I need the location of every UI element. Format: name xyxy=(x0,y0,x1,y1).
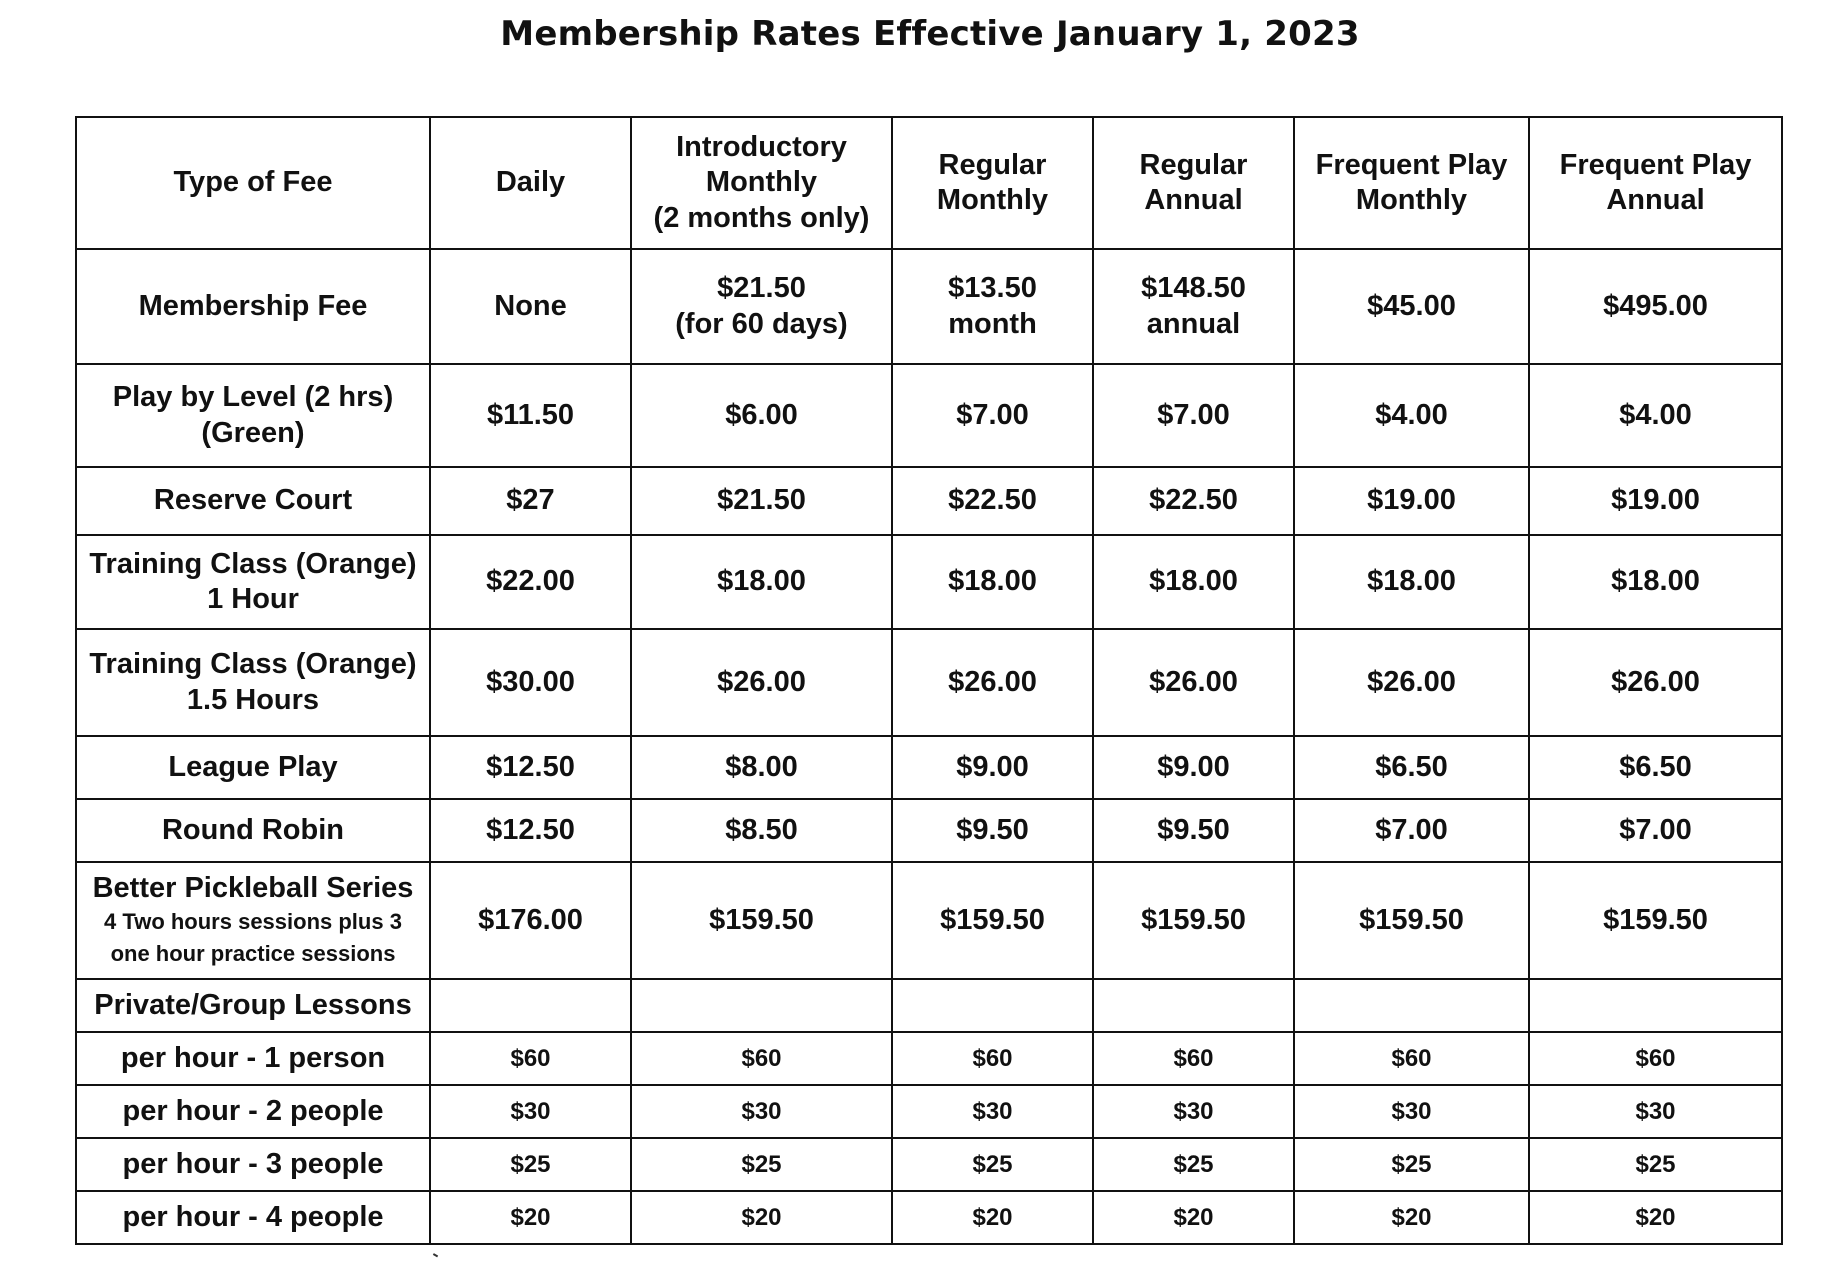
price-cell: $26.00 xyxy=(1093,629,1294,736)
table-row xyxy=(76,799,1782,862)
price-cell: $25 xyxy=(631,1138,892,1191)
price-cell: $6.00 xyxy=(631,364,892,467)
price-cell: $25 xyxy=(1093,1138,1294,1191)
lesson-label: per hour - 1 person xyxy=(76,1032,430,1085)
price-cell: $26.00 xyxy=(1294,629,1529,736)
rates-table xyxy=(75,116,1783,1245)
price-cell: $30 xyxy=(430,1085,631,1138)
table-row xyxy=(76,1138,1782,1191)
table-row xyxy=(76,862,1782,979)
price-cell: $26.00 xyxy=(892,629,1093,736)
price-cell: $30.00 xyxy=(430,629,631,736)
table-row xyxy=(76,1191,1782,1244)
price-cell: $26.00 xyxy=(631,629,892,736)
price-cell: $22.50 xyxy=(892,467,1093,535)
price-cell: $7.00 xyxy=(1529,799,1782,862)
price-cell xyxy=(892,249,1093,364)
price-cell: $9.00 xyxy=(892,736,1093,799)
price-cell xyxy=(1093,249,1294,364)
price-cell: $19.00 xyxy=(1529,467,1782,535)
fee-type-label xyxy=(76,629,430,736)
header-line: Frequent Play xyxy=(1559,148,1752,181)
empty-cell xyxy=(430,979,631,1032)
row-label-line: Play by Level (2 hrs) xyxy=(112,381,394,414)
price-cell: $7.00 xyxy=(892,364,1093,467)
price-cell: $30 xyxy=(1529,1085,1782,1138)
fee-type-label: Reserve Court xyxy=(76,467,430,535)
empty-cell xyxy=(892,979,1093,1032)
price-cell: $18.00 xyxy=(892,535,1093,629)
header-line: Daily xyxy=(495,166,566,199)
price-cell: $27 xyxy=(430,467,631,535)
price-cell: $30 xyxy=(892,1085,1093,1138)
price-line: (for 60 days) xyxy=(675,307,848,340)
price-cell: $159.50 xyxy=(1529,862,1782,979)
table-row xyxy=(76,1032,1782,1085)
row-label-line: Training Class (Orange) xyxy=(89,547,417,580)
price-cell: $60 xyxy=(1294,1032,1529,1085)
price-line: $13.50 xyxy=(948,272,1037,305)
price-cell: $159.50 xyxy=(892,862,1093,979)
lesson-label: per hour - 3 people xyxy=(76,1138,430,1191)
lessons-heading: Private/Group Lessons xyxy=(76,979,430,1032)
header-row xyxy=(76,117,1782,249)
table-row xyxy=(76,736,1782,799)
lessons-heading-row xyxy=(76,979,1782,1032)
price-line: month xyxy=(948,307,1037,340)
price-line: annual xyxy=(1146,307,1241,340)
lesson-label: per hour - 4 people xyxy=(76,1191,430,1244)
empty-cell xyxy=(1529,979,1782,1032)
price-cell: $20 xyxy=(430,1191,631,1244)
fee-type-label xyxy=(76,862,430,979)
header-frequent-play-monthly xyxy=(1294,117,1529,249)
price-cell: $12.50 xyxy=(430,799,631,862)
price-cell: $9.50 xyxy=(1093,799,1294,862)
header-line: Regular xyxy=(938,148,1047,181)
price-cell: $9.50 xyxy=(892,799,1093,862)
price-line: $21.50 xyxy=(717,272,806,305)
price-cell: $60 xyxy=(892,1032,1093,1085)
table-row xyxy=(76,467,1782,535)
header-line: Regular xyxy=(1139,148,1248,181)
price-cell: $7.00 xyxy=(1294,799,1529,862)
price-line: $495.00 xyxy=(1603,289,1708,322)
price-cell: $176.00 xyxy=(430,862,631,979)
price-cell xyxy=(430,249,631,364)
row-label-line: 1 Hour xyxy=(207,583,299,615)
price-cell: $159.50 xyxy=(1093,862,1294,979)
price-line: $45.00 xyxy=(1367,289,1456,322)
price-cell: $26.00 xyxy=(1529,629,1782,736)
price-cell xyxy=(1529,249,1782,364)
price-cell xyxy=(631,249,892,364)
header-line: Monthly xyxy=(936,184,1049,216)
price-cell: $21.50 xyxy=(631,467,892,535)
table-row xyxy=(76,249,1782,364)
price-cell: $25 xyxy=(892,1138,1093,1191)
price-cell: $8.50 xyxy=(631,799,892,862)
price-cell: $4.00 xyxy=(1529,364,1782,467)
price-cell: $30 xyxy=(1294,1085,1529,1138)
stray-mark xyxy=(431,1253,438,1261)
header-frequent-play-annual xyxy=(1529,117,1782,249)
table-row xyxy=(76,1085,1782,1138)
price-cell: $25 xyxy=(430,1138,631,1191)
empty-cell xyxy=(1294,979,1529,1032)
header-line: Monthly xyxy=(1355,184,1468,216)
fee-type-label: League Play xyxy=(76,736,430,799)
header-introductory-monthly xyxy=(631,117,892,249)
price-cell: $60 xyxy=(631,1032,892,1085)
price-cell: $18.00 xyxy=(1294,535,1529,629)
price-cell: $19.00 xyxy=(1294,467,1529,535)
fee-type-label xyxy=(76,249,430,364)
header-line: (2 months only) xyxy=(653,201,870,234)
header-line: Introductory xyxy=(676,130,847,163)
price-cell: $60 xyxy=(1093,1032,1294,1085)
price-cell: $20 xyxy=(1529,1191,1782,1244)
header-daily xyxy=(430,117,631,249)
row-label-line: 1.5 Hours xyxy=(186,683,320,716)
price-cell: $20 xyxy=(1294,1191,1529,1244)
price-cell: $6.50 xyxy=(1529,736,1782,799)
price-cell: $12.50 xyxy=(430,736,631,799)
table-row xyxy=(76,535,1782,629)
table-row xyxy=(76,364,1782,467)
row-label-line: Training Class (Orange) xyxy=(89,648,417,681)
price-cell: $20 xyxy=(631,1191,892,1244)
price-cell: $60 xyxy=(1529,1032,1782,1085)
price-cell: $25 xyxy=(1529,1138,1782,1191)
price-cell: $22.50 xyxy=(1093,467,1294,535)
page-title: Membership Rates Effective January 1, 2023 xyxy=(500,14,1360,54)
row-label-line: Better Pickleball Series xyxy=(92,871,414,904)
price-cell: $8.00 xyxy=(631,736,892,799)
header-line: Annual xyxy=(1606,184,1705,216)
price-cell: $9.00 xyxy=(1093,736,1294,799)
row-label-line: (Green) xyxy=(201,416,305,449)
price-cell: $18.00 xyxy=(1529,535,1782,629)
price-cell: $60 xyxy=(430,1032,631,1085)
price-cell: $20 xyxy=(1093,1191,1294,1244)
fee-type-label: Round Robin xyxy=(76,799,430,862)
price-cell: $25 xyxy=(1294,1138,1529,1191)
table-row xyxy=(76,629,1782,736)
price-line: None xyxy=(494,289,567,322)
price-cell: $159.50 xyxy=(1294,862,1529,979)
price-cell: $6.50 xyxy=(1294,736,1529,799)
header-type-of-fee: Type of Fee xyxy=(76,117,430,249)
header-line: Frequent Play xyxy=(1315,148,1508,181)
header-line: Monthly xyxy=(705,166,818,199)
price-cell: $18.00 xyxy=(1093,535,1294,629)
header-line: Annual xyxy=(1144,184,1243,216)
row-label-line: Membership Fee xyxy=(138,289,368,322)
price-cell: $18.00 xyxy=(631,535,892,629)
fee-type-label xyxy=(76,364,430,467)
price-cell: $4.00 xyxy=(1294,364,1529,467)
empty-cell xyxy=(631,979,892,1032)
price-cell: $22.00 xyxy=(430,535,631,629)
price-line: $148.50 xyxy=(1141,272,1246,305)
fee-type-label xyxy=(76,535,430,629)
price-cell: $11.50 xyxy=(430,364,631,467)
price-cell: $159.50 xyxy=(631,862,892,979)
price-cell: $30 xyxy=(1093,1085,1294,1138)
row-label-subtext: 4 Two hours sessions plus 3 one hour practice sessions xyxy=(104,909,402,967)
header-regular-annual xyxy=(1093,117,1294,249)
price-cell xyxy=(1294,249,1529,364)
price-cell: $7.00 xyxy=(1093,364,1294,467)
price-cell: $20 xyxy=(892,1191,1093,1244)
lesson-label: per hour - 2 people xyxy=(76,1085,430,1138)
price-cell: $30 xyxy=(631,1085,892,1138)
header-regular-monthly xyxy=(892,117,1093,249)
empty-cell xyxy=(1093,979,1294,1032)
